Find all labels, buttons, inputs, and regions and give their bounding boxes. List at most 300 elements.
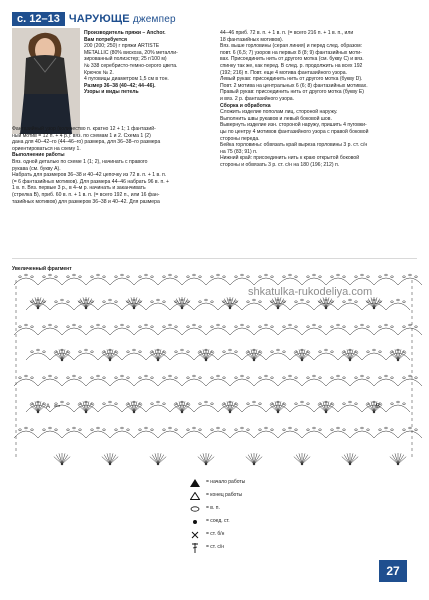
double-crochet-mark — [278, 297, 281, 308]
double-crochet-mark — [350, 351, 356, 360]
chain-stitch — [205, 349, 208, 351]
chain-stitch — [163, 351, 166, 353]
chain-stitch — [103, 301, 106, 303]
double-crochet-mark — [198, 457, 206, 464]
chain-stitch — [283, 326, 286, 328]
double-crochet-mark — [182, 299, 188, 308]
chain-stitch — [109, 401, 112, 403]
chain-arch — [98, 303, 122, 310]
double-crochet-mark — [56, 455, 62, 464]
chain-stitch — [415, 377, 418, 379]
chain-stitch — [133, 299, 136, 301]
double-crochet-mark — [155, 349, 158, 360]
chain-arch — [242, 405, 266, 412]
double-crochet-mark — [254, 457, 262, 464]
double-crochet-mark — [251, 453, 254, 464]
chain-stitch — [49, 427, 52, 429]
chain-stitch — [235, 276, 238, 278]
chain-stitch — [199, 377, 202, 379]
chain-stitch — [43, 326, 46, 328]
chain-arch — [14, 328, 38, 335]
chain-stitch — [247, 326, 250, 328]
slip-stitch-mark — [61, 463, 63, 465]
double-crochet-mark — [320, 403, 326, 412]
chain-stitch — [121, 375, 124, 377]
chain-arch — [362, 353, 386, 360]
chain-arch — [206, 379, 230, 386]
chain-arch — [350, 379, 374, 386]
chain-stitch — [403, 326, 406, 328]
slip-stitch-mark — [205, 359, 207, 361]
slip-stitch-mark — [349, 463, 351, 465]
chain-arch — [38, 379, 62, 386]
text-line: Левый рукав: присоединить нить от другого мотка (букву D). — [220, 76, 363, 83]
chain-stitch — [307, 276, 310, 278]
slip-stitch-mark — [181, 307, 183, 309]
diagram-markers — [46, 404, 380, 410]
chain-stitch — [19, 326, 22, 328]
text-line: Сборка и обработка — [220, 102, 271, 109]
chain-stitch — [217, 375, 220, 377]
chain-stitch — [139, 351, 142, 353]
slip-stitch-mark — [397, 359, 399, 361]
chain-stitch — [391, 276, 394, 278]
chain-stitch — [223, 377, 226, 379]
chain-stitch — [61, 401, 64, 403]
chain-stitch — [91, 403, 94, 405]
text-line: 200 (200; 250) г пряжи ARTISTE — [84, 43, 160, 50]
chain-stitch — [355, 403, 358, 405]
text-line: Размер 36–38 (40–42; 44–46). — [84, 82, 156, 89]
chain-stitch — [331, 301, 334, 303]
chain-stitch — [103, 351, 106, 353]
slip-stitch-mark — [301, 463, 303, 465]
chain-stitch — [31, 429, 34, 431]
chain-arch — [170, 405, 194, 412]
chain-stitch — [415, 429, 418, 431]
chain-stitch — [241, 274, 244, 276]
chain-stitch — [391, 351, 394, 353]
chain-arch — [146, 405, 170, 412]
chain-arch — [278, 278, 302, 285]
chain-stitch — [379, 377, 382, 379]
text-line: (= 6 фантазийных мотивов). Для размера 44–46 набрать 96 в. п. + — [12, 178, 170, 185]
double-crochet-mark — [35, 297, 38, 308]
double-crochet-mark — [206, 457, 214, 464]
double-crochet-mark — [270, 405, 278, 412]
text-line: и вяз. 2 р. фантазийного узора. — [220, 95, 295, 102]
chain-stitch — [199, 429, 202, 431]
watermark: shkatulka-rukodeliya.com — [248, 286, 373, 298]
double-crochet-mark — [134, 297, 137, 308]
chain-arch — [398, 328, 422, 335]
double-crochet-mark — [395, 349, 398, 360]
chain-arch — [134, 379, 158, 386]
double-crochet-mark — [62, 455, 68, 464]
chain-stitch — [169, 324, 172, 326]
double-crochet-mark — [366, 405, 374, 412]
chain-stitch — [199, 276, 202, 278]
chain-stitch — [139, 403, 142, 405]
chain-arch — [62, 431, 86, 438]
chain-stitch — [121, 324, 124, 326]
slip-stitch-icon — [188, 517, 202, 527]
chain-arch — [362, 405, 386, 412]
chain-arch — [242, 303, 266, 310]
double-crochet-mark — [206, 455, 212, 464]
chain-stitch — [157, 401, 160, 403]
chain-stitch — [31, 403, 34, 405]
text-line: Вяз. выше горловины (серая линия) и перед след. образом: — [220, 43, 362, 50]
chain-arch — [254, 431, 278, 438]
slip-stitch-mark — [61, 359, 63, 361]
text-line: тазийных мотивов) для размеров 36–38 и 40–42. Для размера — [12, 198, 160, 205]
chain-stitch — [139, 326, 142, 328]
chain-stitch — [379, 326, 382, 328]
chain-stitch — [331, 351, 334, 353]
chain-stitch — [235, 301, 238, 303]
slip-stitch-mark — [133, 411, 135, 413]
chain-stitch — [331, 429, 334, 431]
chain-stitch — [25, 274, 28, 276]
chain-stitch — [79, 377, 82, 379]
double-crochet-mark — [302, 353, 310, 360]
chain-stitch — [289, 375, 292, 377]
chain-stitch — [61, 349, 64, 351]
page-number: 27 — [379, 560, 407, 582]
double-crochet-mark — [302, 349, 305, 360]
chain-arch — [170, 353, 194, 360]
chain-stitch — [79, 276, 82, 278]
chain-stitch — [97, 375, 100, 377]
chain-stitch — [187, 429, 190, 431]
chain-stitch — [31, 377, 34, 379]
chain-stitch — [271, 326, 274, 328]
double-crochet-mark — [254, 453, 257, 464]
chain-stitch — [103, 403, 106, 405]
double-crochet-mark — [344, 455, 350, 464]
chain-stitch — [187, 377, 190, 379]
chain-stitch — [205, 299, 208, 301]
double-crochet-mark — [368, 403, 374, 412]
double-crochet-mark — [230, 403, 236, 412]
chain-stitch — [397, 349, 400, 351]
chain-stitch — [319, 351, 322, 353]
text-line: Узоры и виды петель — [84, 89, 139, 96]
page-header — [12, 12, 212, 26]
slip-stitch-mark — [277, 307, 279, 309]
chain-stitch — [79, 429, 82, 431]
chain-stitch — [223, 301, 226, 303]
double-crochet-mark — [158, 349, 161, 360]
chain-stitch — [175, 429, 178, 431]
chain-stitch — [319, 377, 322, 379]
slip-stitch-mark — [349, 359, 351, 361]
chain-stitch — [163, 429, 166, 431]
double-crochet-mark — [134, 301, 142, 308]
chain-stitch — [43, 429, 46, 431]
chain-stitch-icon — [188, 504, 202, 514]
chain-stitch — [349, 349, 352, 351]
text-line: Вам потребуется — [84, 36, 127, 43]
chain-arch — [338, 303, 362, 310]
chain-stitch — [223, 326, 226, 328]
chain-stitch — [295, 326, 298, 328]
double-crochet-mark — [59, 349, 62, 360]
legend-text: = соед. ст. — [206, 518, 230, 524]
model-photo — [12, 28, 80, 134]
double-crochet-mark — [248, 455, 254, 464]
chain-stitch — [31, 351, 34, 353]
chain-stitch — [193, 375, 196, 377]
double-crochet-mark — [131, 401, 134, 412]
double-crochet-mark — [366, 301, 374, 308]
marker-a: A — [46, 404, 51, 410]
text-line: Крючок № 2. — [84, 69, 114, 76]
chain-arch — [158, 278, 182, 285]
double-crochet-mark — [107, 453, 110, 464]
chain-arch — [362, 303, 386, 310]
legend-row — [188, 541, 245, 554]
chain-stitch — [325, 349, 328, 351]
chain-stitch — [103, 377, 106, 379]
chain-stitch — [127, 301, 130, 303]
double-crochet-mark — [182, 301, 190, 308]
chain-stitch — [181, 401, 184, 403]
chain-stitch — [151, 377, 154, 379]
chain-stitch — [91, 377, 94, 379]
chain-stitch — [43, 377, 46, 379]
page-reference: с. 12–13 — [12, 12, 65, 26]
chain-stitch — [379, 276, 382, 278]
double-crochet-mark — [318, 301, 326, 308]
double-crochet-mark — [224, 299, 230, 308]
text-line: (192; 216) п. Повт. еще 4 мотива фантазийного узора. — [220, 69, 347, 76]
chain-stitch — [295, 276, 298, 278]
chain-arch — [98, 353, 122, 360]
double-crochet-mark — [182, 405, 190, 412]
slip-stitch-mark — [229, 307, 231, 309]
chain-arch — [386, 303, 410, 310]
chain-stitch — [115, 326, 118, 328]
legend-row — [188, 528, 245, 541]
filled-triangle-icon — [188, 478, 202, 488]
chain-stitch — [163, 403, 166, 405]
text-line: № 338 серебристо-темно-серого цвета. — [84, 62, 178, 69]
chain-stitch — [127, 351, 130, 353]
chain-arch — [194, 405, 218, 412]
chain-stitch — [289, 427, 292, 429]
double-crochet-mark — [392, 455, 398, 464]
chain-arch — [230, 278, 254, 285]
text-line: Вяз. одной деталью по схеме 1 (1; 2), начинать с правого — [12, 158, 148, 165]
slip-stitch-mark — [301, 359, 303, 361]
double-crochet-mark — [62, 349, 65, 360]
double-crochet-mark — [158, 353, 166, 360]
chain-stitch — [175, 351, 178, 353]
chain-stitch — [175, 377, 178, 379]
double-crochet-mark — [30, 301, 38, 308]
chain-stitch — [343, 326, 346, 328]
double-crochet-mark — [110, 457, 118, 464]
chain-stitch — [151, 326, 154, 328]
chain-stitch — [409, 427, 412, 429]
chain-stitch — [103, 429, 106, 431]
chain-arch — [14, 379, 38, 386]
chain-arch — [50, 405, 74, 412]
chain-stitch — [319, 326, 322, 328]
chain-arch — [290, 353, 314, 360]
chain-arch — [278, 379, 302, 386]
chain-arch — [122, 353, 146, 360]
chain-stitch — [97, 427, 100, 429]
chain-stitch — [235, 377, 238, 379]
chain-stitch — [373, 349, 376, 351]
double-crochet-mark — [134, 299, 140, 308]
chain-stitch — [19, 377, 22, 379]
chain-stitch — [127, 429, 130, 431]
chain-stitch — [343, 301, 346, 303]
slip-stitch-mark — [253, 463, 255, 465]
double-crochet-mark — [62, 353, 70, 360]
text-line: Набрать для размеров 36–38 и 40–42 цепочку из 72 в. п. + 1 в. п. — [12, 172, 167, 179]
chain-stitch — [343, 403, 346, 405]
text-line: (стрелка В), приб. 60 в. п. + 1 в. п. (= всего 192 п., или 16 фан- — [12, 191, 160, 198]
double-crochet-mark — [182, 401, 185, 412]
chain-stitch — [73, 375, 76, 377]
double-crochet-mark — [299, 453, 302, 464]
double-crochet-mark — [206, 349, 209, 360]
double-crochet-mark — [350, 457, 358, 464]
chain-stitch — [199, 301, 202, 303]
double-crochet-mark — [347, 349, 350, 360]
chain-stitch — [295, 351, 298, 353]
chain-arch — [206, 328, 230, 335]
chain-arch — [74, 303, 98, 310]
double-crochet-mark — [230, 297, 233, 308]
chain-arch — [134, 431, 158, 438]
double-crochet-mark — [254, 351, 260, 360]
chain-arch — [242, 353, 266, 360]
double-crochet-mark — [38, 401, 41, 412]
chain-stitch — [169, 427, 172, 429]
chain-stitch — [133, 349, 136, 351]
double-crochet-mark — [206, 351, 212, 360]
text-line: METALLIC (80% вискоза, 20% металли- — [84, 49, 178, 56]
text-line: стороны переда. — [220, 135, 260, 142]
chain-stitch — [391, 301, 394, 303]
symbol-legend — [188, 476, 245, 554]
legend-text: = начало работы — [206, 479, 246, 485]
double-crochet-mark — [398, 453, 401, 464]
chain-stitch — [31, 326, 34, 328]
slip-stitch-mark — [37, 411, 39, 413]
double-crochet-mark — [86, 299, 92, 308]
slip-stitch-mark — [85, 411, 87, 413]
chain-stitch — [415, 276, 418, 278]
chain-stitch — [199, 326, 202, 328]
double-crochet-mark — [200, 351, 206, 360]
chain-stitch — [157, 349, 160, 351]
instructions-text-left — [12, 126, 214, 205]
chain-stitch — [49, 274, 52, 276]
double-crochet-mark — [206, 453, 209, 464]
double-crochet-mark — [230, 301, 238, 308]
outline-triangle-icon — [188, 491, 202, 501]
double-crochet-mark — [62, 453, 65, 464]
chain-arch — [398, 431, 422, 438]
double-crochet-mark — [54, 353, 62, 360]
double-crochet-mark — [390, 353, 398, 360]
chain-arch — [146, 353, 170, 360]
chain-stitch — [367, 429, 370, 431]
chain-stitch — [331, 403, 334, 405]
double-crochet-mark — [158, 351, 164, 360]
chain-stitch — [241, 375, 244, 377]
text-line: повт. 6 (6,5; 7) узоров на первых 8 (8; 9) фантазийных моти- — [220, 49, 362, 56]
chain-stitch — [385, 324, 388, 326]
text-line: спинку так же, как перед. В след. р. продолжить на всех 192 — [220, 62, 363, 69]
chain-stitch — [259, 403, 262, 405]
chain-stitch — [277, 401, 280, 403]
chain-arch — [314, 303, 338, 310]
double-crochet-mark — [230, 299, 236, 308]
chain-stitch — [211, 403, 214, 405]
chain-arch — [62, 379, 86, 386]
chain-stitch — [97, 274, 100, 276]
section-divider — [12, 258, 417, 259]
text-line: цы по центру 4 мотивов фантазийного узора с правой боковой — [220, 128, 369, 135]
chain-stitch — [235, 429, 238, 431]
chain-stitch — [55, 377, 58, 379]
chain-stitch — [361, 324, 364, 326]
double-crochet-mark — [344, 351, 350, 360]
double-crochet-mark — [134, 403, 140, 412]
chain-arch — [194, 353, 218, 360]
chain-arch — [290, 405, 314, 412]
chain-stitch — [91, 301, 94, 303]
text-line: рукава (см. букву А). — [12, 165, 61, 172]
chain-stitch — [139, 276, 142, 278]
slip-stitch-mark — [109, 359, 111, 361]
double-crochet-mark — [342, 353, 350, 360]
text-line: 1 в. п. Вяз. первые 3 р., в 4–м р. начинать и заканчивать — [12, 185, 146, 192]
chain-stitch — [397, 401, 400, 403]
double-crochet-mark — [350, 349, 353, 360]
chain-stitch — [163, 301, 166, 303]
diagram-label: Увеличенный фрагмент — [12, 266, 72, 272]
double-crochet-mark — [59, 453, 62, 464]
chain-stitch — [43, 276, 46, 278]
double-crochet-mark — [30, 405, 38, 412]
chain-arch — [254, 328, 278, 335]
double-crochet-mark — [278, 401, 281, 412]
double-crochet-mark — [62, 457, 70, 464]
chain-stitch — [223, 351, 226, 353]
chain-stitch — [325, 299, 328, 301]
chain-stitch — [367, 403, 370, 405]
chain-stitch — [31, 301, 34, 303]
chain-stitch — [37, 401, 40, 403]
chain-stitch — [319, 301, 322, 303]
text-line: 44–46 приб. 72 в. п. + 1 в. п. (= всего 216 п. + 1 в. п., или — [220, 30, 354, 36]
chain-stitch — [325, 401, 328, 403]
double-crochet-mark — [390, 457, 398, 464]
double-crochet-mark — [299, 349, 302, 360]
chain-stitch — [271, 403, 274, 405]
chain-arch — [218, 303, 242, 310]
chain-arch — [266, 405, 290, 412]
